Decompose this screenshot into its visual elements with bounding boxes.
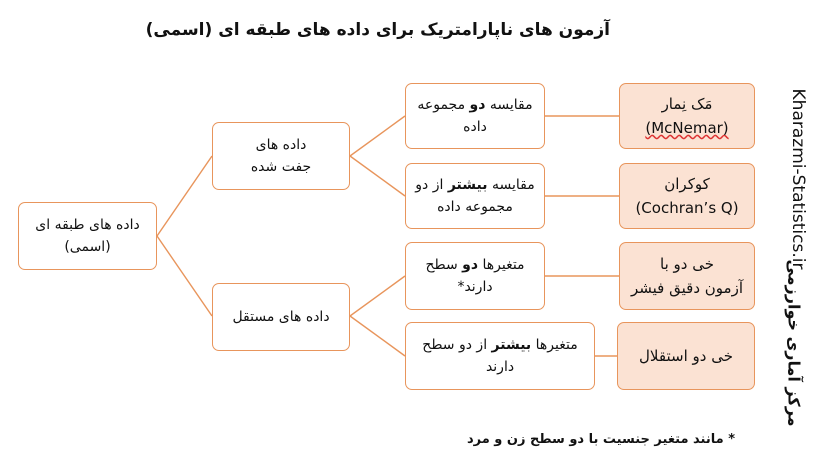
connector-root-independent xyxy=(157,236,212,316)
fisher-line1: خی دو با xyxy=(660,255,714,273)
center-name-watermark xyxy=(776,259,812,427)
website-text: Kharazmi-Statistics.ir xyxy=(788,88,808,270)
sub4-line2: دارند xyxy=(485,359,515,375)
chi-square-independence-node xyxy=(617,322,755,390)
connector-indep-sub2 xyxy=(350,316,405,356)
sub3-line1: متغیرها دو سطح xyxy=(425,257,525,273)
connector-paired-sub1 xyxy=(350,116,405,156)
connector-indep-sub1 xyxy=(350,276,405,316)
sub1-line1: مقایسه دو مجموعه xyxy=(417,97,533,113)
cochran-en: (Cochran’s Q) xyxy=(635,199,739,217)
paired-line1: داده های xyxy=(255,137,307,153)
sub2-line2: مجموعه داده xyxy=(437,199,513,215)
cochran-test-node xyxy=(619,163,755,229)
paired-line2: جفت شده xyxy=(250,159,312,175)
compare-more-sets-node xyxy=(405,163,545,229)
independent-data-node xyxy=(212,283,350,351)
fisher-exact-test-node xyxy=(619,242,755,310)
mcnemar-test-node xyxy=(619,83,755,149)
sub2-line1: مقایسه بیشتر از دو xyxy=(415,177,535,193)
compare-two-sets-node xyxy=(405,83,545,149)
cochran-fa: کوکران xyxy=(664,175,710,193)
footnote: * مانند متغیر جنسیت با دو سطح زن و مرد xyxy=(466,432,735,447)
sub3-line2: دارند* xyxy=(457,279,493,295)
root-node xyxy=(18,202,157,270)
mcnemar-fa: مَک نِمار xyxy=(661,95,713,113)
root-line1: داده های طبقه ای xyxy=(35,217,140,233)
root-line2: (اسمی) xyxy=(64,239,111,255)
connector-root-paired xyxy=(157,156,212,236)
multi-level-variables-node xyxy=(405,322,595,390)
two-level-variables-node xyxy=(405,242,545,310)
chi-square-line1: خی دو استقلال xyxy=(639,347,733,365)
sub1-line2: داده xyxy=(463,119,487,135)
independent-line1: داده های مستقل xyxy=(232,309,330,325)
fisher-line2: آزمون دقیق فیشر xyxy=(631,279,743,297)
center-name-text: مرکز آماری خوارزمی xyxy=(784,259,804,427)
diagram-title: آزمون های ناپارامتریک برای داده های طبقه ای (اسمی) xyxy=(145,20,610,40)
paired-data-node xyxy=(212,122,350,190)
connector-paired-sub2 xyxy=(350,156,405,196)
website-watermark xyxy=(788,84,808,274)
mcnemar-en: (McNemar) xyxy=(645,119,729,137)
sub4-line1: متغیرها بیشتر از دو سطح xyxy=(422,337,578,353)
